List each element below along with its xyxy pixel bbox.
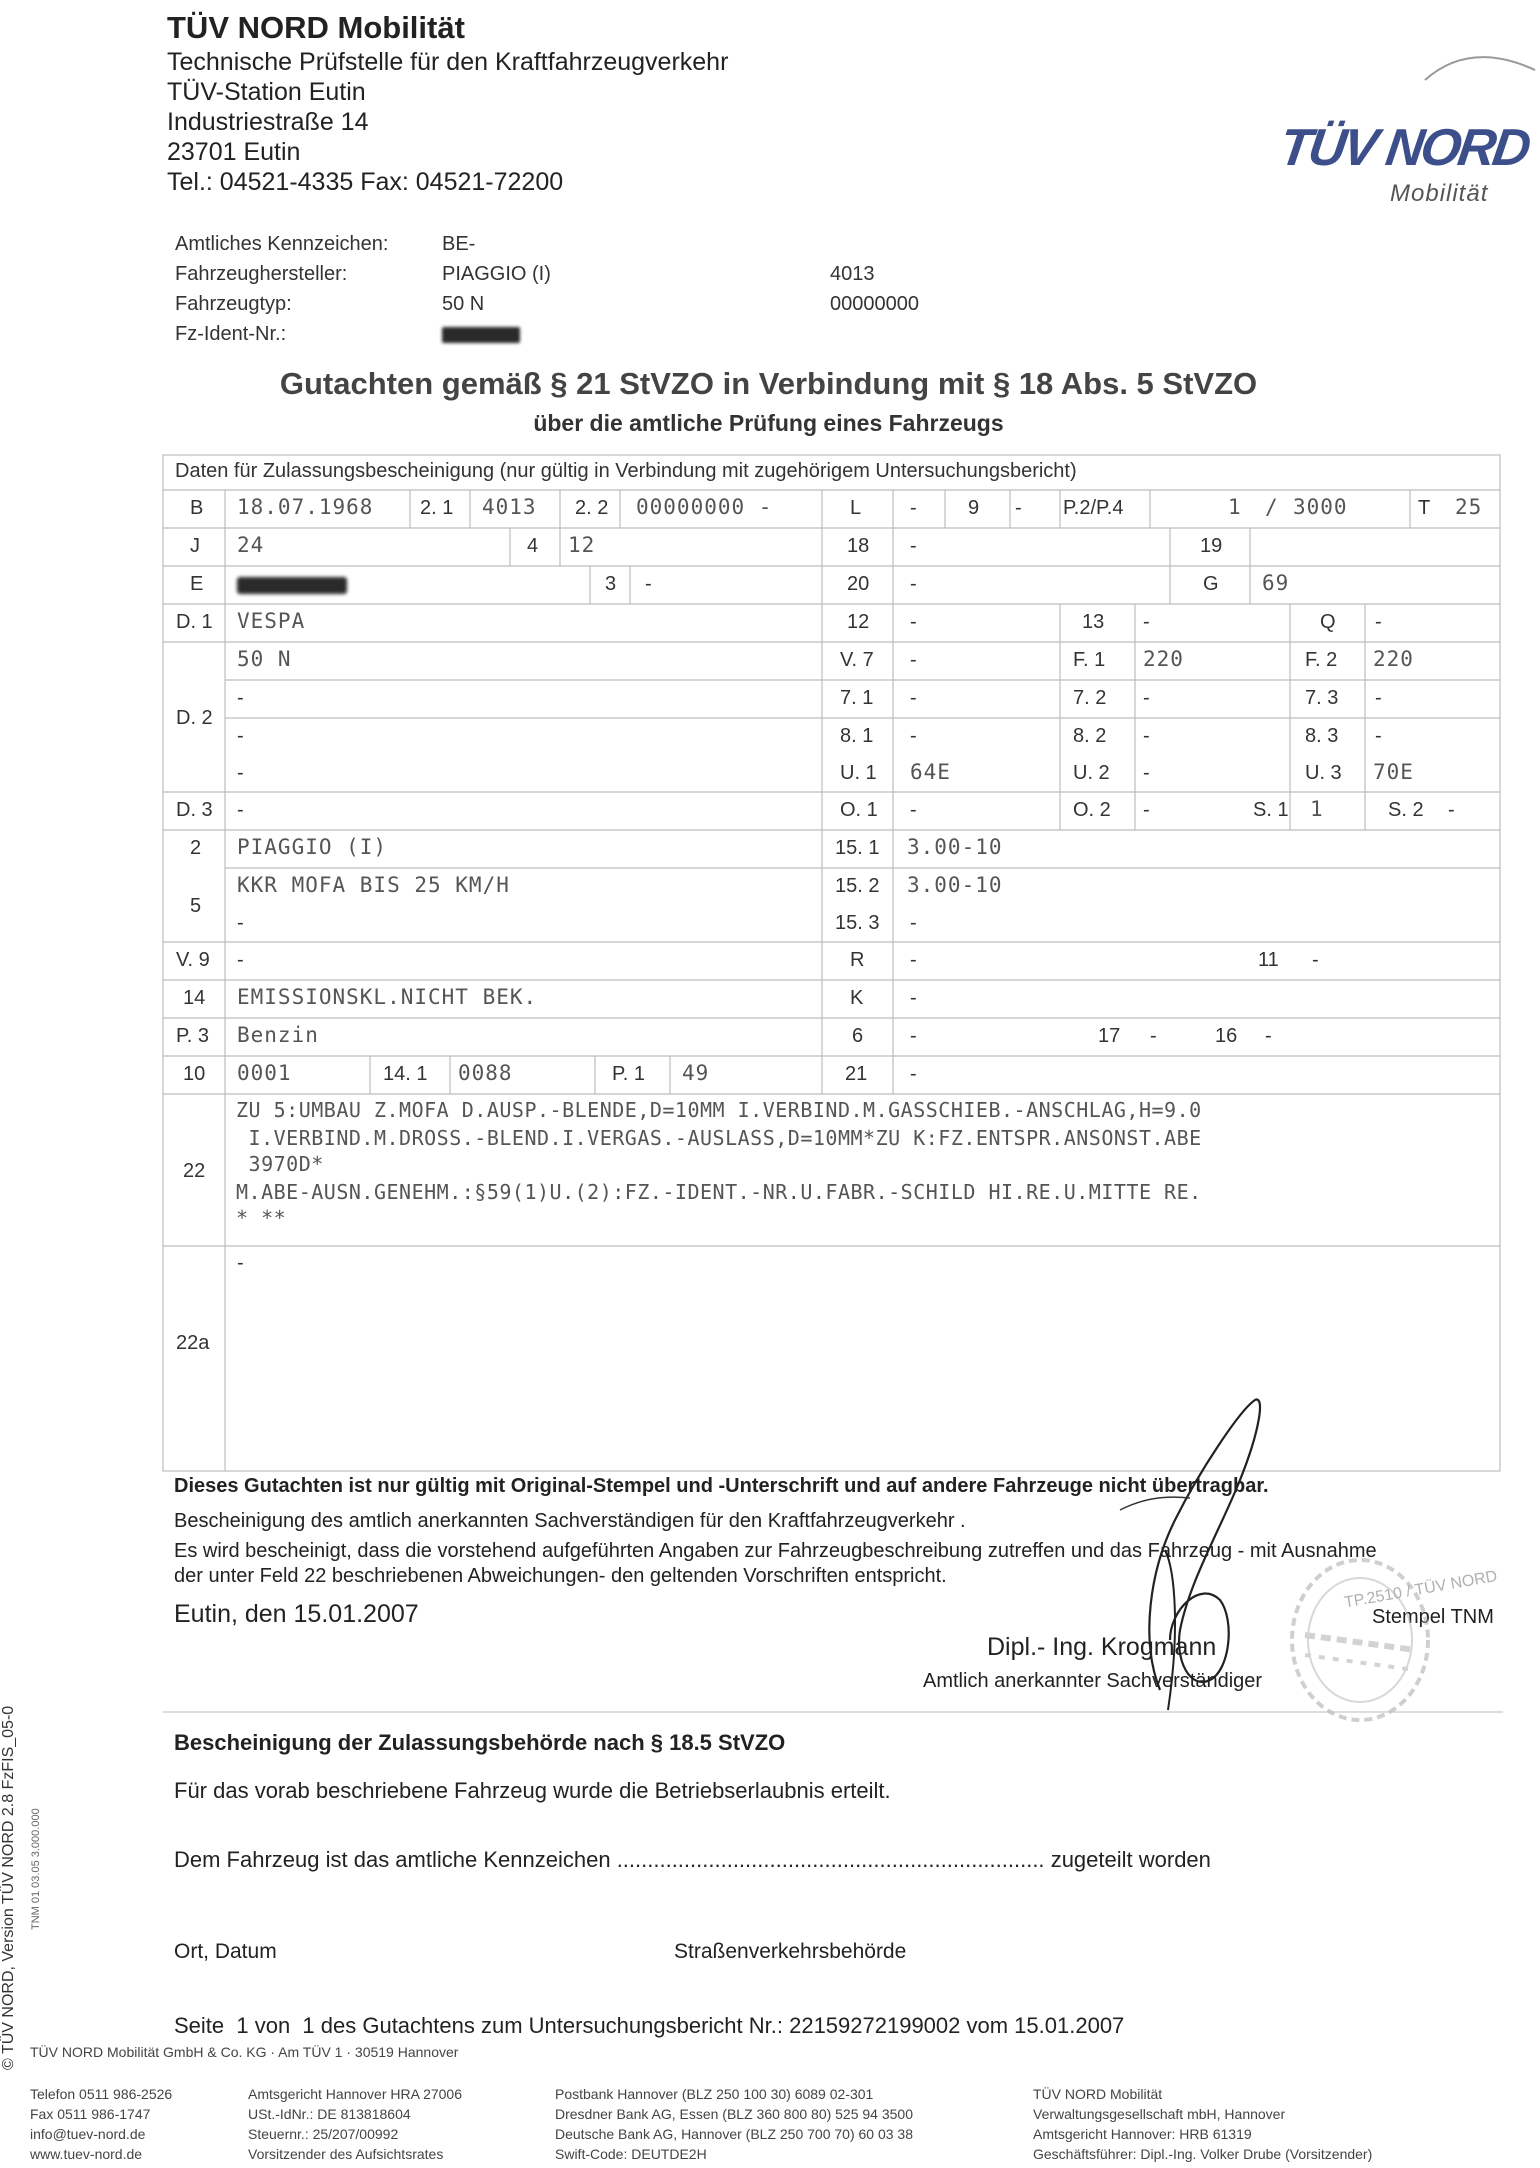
footer-col-management xyxy=(1033,2084,1372,2164)
footer-phone: Telefon 0511 986-2526 xyxy=(30,2086,173,2102)
label-17: 17 xyxy=(1098,1025,1121,1047)
value-D1: VESPA xyxy=(237,609,306,633)
value-O1: - xyxy=(910,799,917,821)
value-P-slash: / xyxy=(1265,495,1279,519)
label-S1: S. 1 xyxy=(1253,799,1289,821)
label-21: 21 xyxy=(845,1063,868,1085)
label-G: G xyxy=(1203,573,1219,595)
label-F2: F. 2 xyxy=(1305,649,1338,671)
value-7-1: - xyxy=(910,687,917,709)
label-12: 12 xyxy=(847,611,870,633)
label-7-1: 7. 1 xyxy=(840,687,874,709)
value-21: - xyxy=(910,1063,917,1085)
ort-datum-label: Ort, Datum xyxy=(174,1940,277,1963)
value-G: 69 xyxy=(1262,571,1290,595)
value-14: EMISSIONSKL.NICHT BEK. xyxy=(237,985,538,1009)
place-date: Eutin, den 15.01.2007 xyxy=(174,1600,419,1628)
value-7-3: - xyxy=(1375,687,1382,709)
label-7-2: 7. 2 xyxy=(1073,687,1107,709)
label-22: 22 xyxy=(183,1160,206,1182)
value-S2: - xyxy=(1448,799,1455,821)
footer-bank-3: Deutsche Bank AG, Hannover (BLZ 250 700 70) 60 03 38 xyxy=(555,2126,914,2142)
label-8-1: 8. 1 xyxy=(840,725,874,747)
label-11: 11 xyxy=(1258,949,1279,971)
label-15-2: 15. 2 xyxy=(835,875,880,897)
value-8-3: - xyxy=(1375,725,1382,747)
footer-vat: USt.-IdNr.: DE 813818604 xyxy=(248,2106,411,2122)
remark-line-1: ZU 5:UMBAU Z.MOFA D.AUSP.-BLENDE,D=10MM I.VERBIND.M.GASSCHIEB.-ANSCHLAG,H=9.0 xyxy=(236,1098,1202,1122)
value-3: - xyxy=(645,573,652,595)
street-address: Industriestraße 14 xyxy=(167,108,369,136)
remark-line-4: M.ABE-AUSN.GENEHM.:§59(1)U.(2):FZ.-IDENT.-NR.U.FABR.-SCHILD HI.RE.U.MITTE RE. xyxy=(236,1180,1202,1204)
value-T: 25 xyxy=(1455,495,1483,519)
authority-line-2-text: Dem Fahrzeug ist das amtliche Kennzeichen xyxy=(174,1847,611,1872)
label-R: R xyxy=(850,949,865,971)
label-10: 10 xyxy=(183,1063,206,1085)
authority-title: Bescheinigung der Zulassungsbehörde nach § 18.5 StVZO xyxy=(174,1730,786,1755)
label-E: E xyxy=(190,573,204,595)
value-J: 24 xyxy=(237,533,265,557)
footer-fax: Fax 0511 986-1747 xyxy=(30,2106,151,2122)
footer-mgmt-3: Amtsgericht Hannover: HRB 61319 xyxy=(1033,2126,1252,2142)
label-V9: V. 9 xyxy=(176,949,210,971)
org-title: TÜV NORD Mobilität xyxy=(167,10,465,45)
value-20: - xyxy=(910,573,917,595)
value-5-a: KKR MOFA BIS 25 KM/H xyxy=(237,873,510,897)
label-5: 5 xyxy=(190,895,202,917)
section-divider xyxy=(163,1710,1503,1714)
label-Q: Q xyxy=(1320,611,1336,633)
value-2-1: 4013 xyxy=(482,495,537,519)
label-D1: D. 1 xyxy=(176,611,213,633)
value-4: 12 xyxy=(568,533,596,557)
kennzeichen-label: Amtliches Kennzeichen: xyxy=(175,233,389,255)
label-U1: U. 1 xyxy=(840,762,877,784)
value-15-3: - xyxy=(910,912,917,934)
value-E-redaction xyxy=(237,577,347,594)
value-B: 18.07.1968 xyxy=(237,495,374,519)
value-2-2: 00000000 - xyxy=(636,495,773,519)
label-P1: P. 1 xyxy=(612,1063,645,1085)
value-P1: 49 xyxy=(682,1061,710,1085)
contact-phone-fax: Tel.: 04521-4335 Fax: 04521-72200 xyxy=(167,168,564,196)
label-18: 18 xyxy=(847,535,870,557)
value-12: - xyxy=(910,611,917,633)
label-U3: U. 3 xyxy=(1305,762,1342,784)
org-subtitle: Technische Prüfstelle für den Kraftfahrzeugverkehr xyxy=(167,48,729,76)
label-20: 20 xyxy=(847,573,870,595)
label-B: B xyxy=(190,497,204,519)
value-L: - xyxy=(910,497,917,519)
signer-name: Dipl.- Ing. Krogmann xyxy=(987,1633,1217,1661)
value-P4: 3000 xyxy=(1293,495,1348,519)
label-P3: P. 3 xyxy=(176,1025,209,1047)
label-L: L xyxy=(850,497,862,519)
label-2-2: 2. 2 xyxy=(575,497,609,519)
value-U3: 70E xyxy=(1373,760,1414,784)
footer-bank-1: Postbank Hannover (BLZ 250 100 30) 6089 02-301 xyxy=(555,2086,874,2102)
label-8-2: 8. 2 xyxy=(1073,725,1107,747)
authority-line-2 xyxy=(174,1847,1211,1873)
value-V9: - xyxy=(237,949,244,971)
value-Q: - xyxy=(1375,611,1382,633)
value-11: - xyxy=(1312,949,1319,971)
ident-label: Fz-Ident-Nr.: xyxy=(175,323,287,345)
label-6: 6 xyxy=(852,1025,864,1047)
value-7-2: - xyxy=(1143,687,1150,709)
label-16: 16 xyxy=(1215,1025,1238,1047)
label-S2: S. 2 xyxy=(1388,799,1424,821)
value-D1-model: 50 N xyxy=(237,647,292,671)
value-5-b: - xyxy=(237,912,244,934)
value-R: - xyxy=(910,949,917,971)
label-13: 13 xyxy=(1082,611,1105,633)
footer-website[interactable]: www.tuev-nord.de xyxy=(30,2146,143,2162)
value-U2: - xyxy=(1143,762,1150,784)
label-15-3: 15. 3 xyxy=(835,912,880,934)
value-D2-a: - xyxy=(237,687,244,709)
label-F1: F. 1 xyxy=(1073,649,1106,671)
value-U1: 64E xyxy=(910,760,951,784)
value-S1: 1 xyxy=(1310,797,1324,821)
label-3: 3 xyxy=(605,573,617,595)
label-15-1: 15. 1 xyxy=(835,837,880,859)
authority-line-2-suffix: zugeteilt worden xyxy=(1050,1847,1211,1872)
tuv-nord-logo: TÜV NORD xyxy=(1275,119,1532,177)
value-F1: 220 xyxy=(1143,647,1184,671)
certification-line-3: der unter Feld 22 beschriebenen Abweichungen- den geltenden Vorschriften entspricht. xyxy=(174,1565,947,1587)
value-V7: - xyxy=(910,649,917,671)
form-header: Daten für Zulassungsbescheinigung (nur gültig in Verbindung mit zugehörigem Untersuchungsbericht) xyxy=(175,460,1077,482)
value-2: PIAGGIO (I) xyxy=(237,835,388,859)
value-D2-b: - xyxy=(237,725,244,747)
label-7-3: 7. 3 xyxy=(1305,687,1339,709)
remark-line-5: * ** xyxy=(236,1206,287,1230)
value-8-1: - xyxy=(910,725,917,747)
value-F2: 220 xyxy=(1373,647,1414,671)
footer-mgmt-4: Geschäftsführer: Dipl.-Ing. Volker Drube (Vorsitzender) xyxy=(1033,2146,1373,2162)
kennzeichen-value: BE- xyxy=(442,233,476,255)
stamp-text: TP.2510 / TÜV NORD xyxy=(1342,1567,1499,1612)
main-title: Gutachten gemäß § 21 StVZO in Verbindung mit § 18 Abs. 5 StVZO xyxy=(279,366,1258,401)
footer-swift: Swift-Code: DEUTDE2H xyxy=(555,2146,707,2162)
value-P3: Benzin xyxy=(237,1023,319,1047)
value-O2: - xyxy=(1143,799,1150,821)
footer-bank-2: Dresdner Bank AG, Essen (BLZ 360 800 80) 525 94 3500 xyxy=(555,2106,914,2122)
typ-label: Fahrzeugtyp: xyxy=(175,293,292,315)
remark-line-2: I.VERBIND.M.DROSS.-BLEND.I.VERGAS.-AUSLASS,D=10MM*ZU K:FZ.ENTSPR.ANSONST.ABE xyxy=(236,1126,1202,1150)
behoerde-label: Straßenverkehrsbehörde xyxy=(674,1940,907,1963)
handwritten-signature-icon xyxy=(1080,1390,1300,1720)
footer-mgmt-2: Verwaltungsgesellschaft mbH, Hannover xyxy=(1033,2106,1286,2122)
typ-value: 50 N xyxy=(442,293,485,315)
label-4: 4 xyxy=(527,535,539,557)
value-18: - xyxy=(910,535,917,557)
value-9: 9 xyxy=(968,497,980,519)
label-T: T xyxy=(1418,497,1431,519)
label-22a: 22a xyxy=(176,1332,210,1354)
value-17: - xyxy=(1150,1025,1157,1047)
value-16: - xyxy=(1265,1025,1272,1047)
label-8-3: 8. 3 xyxy=(1305,725,1339,747)
sub-title: über die amtliche Prüfung eines Fahrzeugs xyxy=(533,410,1004,436)
authority-line-1: Für das vorab beschriebene Fahrzeug wurde die Betriebserlaubnis erteilt. xyxy=(174,1778,891,1803)
value-K: - xyxy=(910,987,917,1009)
city-address: 23701 Eutin xyxy=(167,138,301,166)
value-14-1: 0088 xyxy=(458,1061,513,1085)
side-version-text: © TÜV NORD, Version TÜV NORD 2.8 FzFIS_05-0 xyxy=(0,1705,17,2070)
footer-col-legal xyxy=(248,2084,462,2164)
official-stamp-icon xyxy=(1285,1555,1499,1725)
value-22a: - xyxy=(237,1252,244,1274)
typ-code: 00000000 xyxy=(830,293,919,315)
label-D2: D. 2 xyxy=(176,707,213,729)
footer-taxno: Steuernr.: 25/207/00992 xyxy=(248,2126,399,2142)
label-K: K xyxy=(850,987,864,1009)
value-15-1: 3.00-10 xyxy=(907,835,1003,859)
certification-line-1: Bescheinigung des amtlich anerkannten Sachverständigen für den Kraftfahrzeugverkehr . xyxy=(174,1510,966,1532)
hersteller-value: PIAGGIO (I) xyxy=(442,263,551,285)
station-name: TÜV-Station Eutin xyxy=(167,78,366,106)
label-2-1: 2. 1 xyxy=(420,497,454,519)
label-14: 14 xyxy=(183,987,206,1009)
value-D3: - xyxy=(237,799,244,821)
logo-subtitle: Mobilität xyxy=(1390,180,1489,207)
footer-court: Amtsgericht Hannover HRA 27006 xyxy=(248,2086,462,2102)
value-D2-c: - xyxy=(237,762,244,784)
footer-email[interactable]: info@tuev-nord.de xyxy=(30,2126,146,2142)
footer-board: Vorsitzender des Aufsichtsrates xyxy=(248,2146,444,2162)
value-9-dash: - xyxy=(1015,497,1022,519)
label-D3: D. 3 xyxy=(176,799,213,821)
value-10: 0001 xyxy=(237,1061,292,1085)
label-2: 2 xyxy=(190,837,202,859)
footer-mgmt-1: TÜV NORD Mobilität xyxy=(1033,2086,1163,2102)
page-reference: Seite 1 von 1 des Gutachtens zum Untersuchungsbericht Nr.: 22159272199002 vom 15.01.2007 xyxy=(174,2013,1125,2038)
label-14-1: 14. 1 xyxy=(383,1063,428,1085)
stamp-label: Stempel TNM xyxy=(1372,1606,1494,1628)
label-19: 19 xyxy=(1200,535,1223,557)
certification-line-2: Es wird bescheinigt, dass die vorstehend aufgeführten Angaben zur Fahrzeugbeschreibung zutreffen und das Fahrzeug - mit Ausnahme xyxy=(174,1540,1377,1562)
label-J: J xyxy=(190,535,200,557)
value-15-2: 3.00-10 xyxy=(907,873,1003,897)
hersteller-label: Fahrzeughersteller: xyxy=(175,263,348,285)
value-8-2: - xyxy=(1143,725,1150,747)
value-13: - xyxy=(1143,611,1150,633)
label-O2: O. 2 xyxy=(1073,799,1111,821)
label-U2: U. 2 xyxy=(1073,762,1110,784)
value-6: - xyxy=(910,1025,917,1047)
footer-company: TÜV NORD Mobilität GmbH & Co. KG · Am TÜV 1 · 30519 Hannover xyxy=(30,2044,459,2060)
validity-note: Dieses Gutachten ist nur gültig mit Original-Stempel und -Unterschrift und auf andere Fahrzeuge nicht übertragbar. xyxy=(174,1475,1269,1497)
signer-role: Amtlich anerkannter Sachverständiger xyxy=(923,1670,1263,1692)
label-O1: O. 1 xyxy=(840,799,878,821)
remark-line-3: 3970D* xyxy=(236,1152,324,1176)
authority-plate-blank: ...................................................................... xyxy=(616,1847,1045,1872)
value-P2: 1 xyxy=(1228,495,1242,519)
hersteller-code: 4013 xyxy=(830,263,875,285)
footer-col-bank xyxy=(555,2084,913,2164)
side-form-code: TNM 01 03.05 3.000.000 xyxy=(30,1808,42,1930)
footer-col-contact xyxy=(30,2084,172,2164)
label-P2-P4: P.2/P.4 xyxy=(1063,497,1124,519)
label-V7: V. 7 xyxy=(840,649,874,671)
